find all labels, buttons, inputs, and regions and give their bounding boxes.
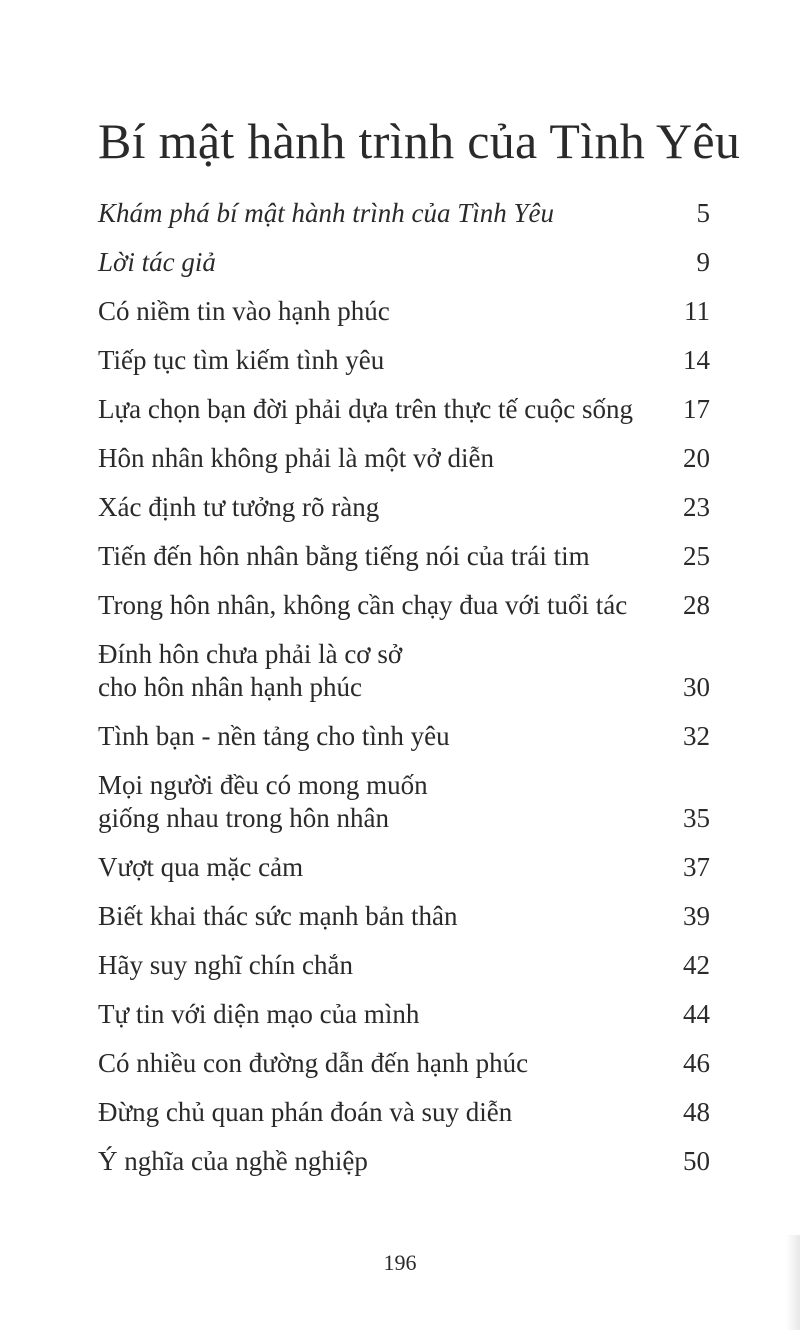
toc-entry-title-line: Đính hôn chưa phải là cơ sở — [98, 639, 403, 669]
toc-entry — [98, 540, 710, 573]
toc-entry-title-line: giống nhau trong hôn nhân — [98, 803, 389, 833]
toc-entry-title-line: Trong hôn nhân, không cần chạy đua với tuổi tác — [98, 590, 628, 620]
toc-entry — [98, 197, 710, 230]
toc-entry-title — [98, 1096, 512, 1129]
toc-entry-page: 42 — [683, 950, 710, 980]
toc-entry — [98, 900, 710, 933]
toc-entry-title — [98, 393, 633, 426]
toc-entry-page: 32 — [683, 721, 710, 751]
toc-entry-page: 50 — [683, 1146, 710, 1176]
toc-entry-title-line: Có niềm tin vào hạnh phúc — [98, 296, 390, 326]
toc-entry-title-line: Hãy suy nghĩ chín chắn — [98, 950, 353, 980]
toc-entry-title-line: Hôn nhân không phải là một vở diễn — [98, 443, 494, 473]
toc-entry — [98, 442, 710, 475]
toc-entry — [98, 295, 710, 328]
toc-entry — [98, 769, 710, 835]
toc-entry — [98, 998, 710, 1031]
toc-entry — [98, 949, 710, 982]
toc-entry-title-line: Biết khai thác sức mạnh bản thân — [98, 901, 458, 931]
toc-entry-page: 46 — [683, 1048, 710, 1078]
page-number: 196 — [383, 1250, 417, 1275]
toc-entry-page: 28 — [683, 590, 710, 620]
page-title: Bí mật hành trình của Tình Yêu — [98, 113, 741, 169]
toc-entry-title — [98, 851, 303, 884]
toc-entry-title-line: cho hôn nhân hạnh phúc — [98, 672, 362, 702]
toc-entry-page: 5 — [696, 198, 710, 228]
toc-entry-title-line: Khám phá bí mật hành trình của Tình Yêu — [98, 198, 555, 228]
toc-entry — [98, 1047, 710, 1080]
toc-entry-title-line: Đừng chủ quan phán đoán và suy diễn — [98, 1097, 513, 1127]
toc-entry — [98, 1145, 710, 1178]
toc-entry-title-line: Lựa chọn bạn đời phải dựa trên thực tế cuộc sống — [98, 394, 634, 424]
toc-entry-page: 20 — [683, 443, 710, 473]
toc-entry-title-line: Có nhiều con đường dẫn đến hạnh phúc — [98, 1048, 529, 1078]
toc-entry-page: 44 — [683, 999, 710, 1029]
toc-entry — [98, 393, 710, 426]
toc-entry-title — [98, 998, 419, 1031]
toc-entry — [98, 589, 710, 622]
toc-entry-page: 14 — [683, 345, 710, 375]
toc-entry-title — [98, 540, 590, 573]
toc-entry-title — [98, 491, 379, 524]
toc-entry — [98, 344, 710, 377]
toc-entry-title-line: Vượt qua mặc cảm — [98, 852, 304, 882]
toc-entry-title — [98, 1047, 528, 1080]
toc-entry-page: 23 — [683, 492, 710, 522]
toc-entry-title-line: Mọi người đều có mong muốn — [98, 770, 428, 800]
toc-entry-title — [98, 197, 554, 230]
toc-entry-page: 37 — [683, 852, 710, 882]
toc-entry — [98, 638, 710, 704]
toc-entry-page: 9 — [696, 247, 710, 277]
toc-entry-page: 48 — [683, 1097, 710, 1127]
toc-entry-title — [98, 589, 627, 622]
toc-entry-title — [98, 638, 402, 704]
toc-entry-title-line: Ý nghĩa của nghề nghiệp — [98, 1146, 368, 1176]
toc-entry-page: 11 — [684, 296, 710, 326]
toc-entry-page: 39 — [683, 901, 710, 931]
toc-entry-title-line: Tự tin với diện mạo của mình — [98, 999, 420, 1029]
toc-entry-title-line: Tiếp tục tìm kiếm tình yêu — [98, 345, 385, 375]
toc-entry-page: 35 — [683, 803, 710, 833]
toc-entry-title — [98, 295, 390, 328]
toc-entry-title — [98, 442, 494, 475]
toc-entry-page: 30 — [683, 672, 710, 702]
toc-entry-page: 25 — [683, 541, 710, 571]
toc-entry-title-line: Tiến đến hôn nhân bằng tiếng nói của trái tim — [98, 541, 590, 571]
toc-entry-title — [98, 246, 216, 279]
toc-entry-title-line: Tình bạn - nền tảng cho tình yêu — [98, 721, 450, 751]
toc-entry-title-line: Lời tác giả — [98, 247, 216, 277]
toc-entry — [98, 246, 710, 279]
toc-entry-title — [98, 949, 353, 982]
toc-entry-title — [98, 720, 450, 753]
toc-entry — [98, 491, 710, 524]
toc-entry — [98, 720, 710, 753]
toc-entry — [98, 851, 710, 884]
toc-entry-title-line: Xác định tư tưởng rõ ràng — [98, 492, 380, 522]
toc-entry-title — [98, 344, 384, 377]
toc-entry-title — [98, 900, 458, 933]
toc-entry-title — [98, 1145, 368, 1178]
toc-entry-page: 17 — [683, 394, 710, 424]
table-of-contents — [98, 197, 710, 1194]
toc-entry-title — [98, 769, 428, 835]
toc-entry — [98, 1096, 710, 1129]
